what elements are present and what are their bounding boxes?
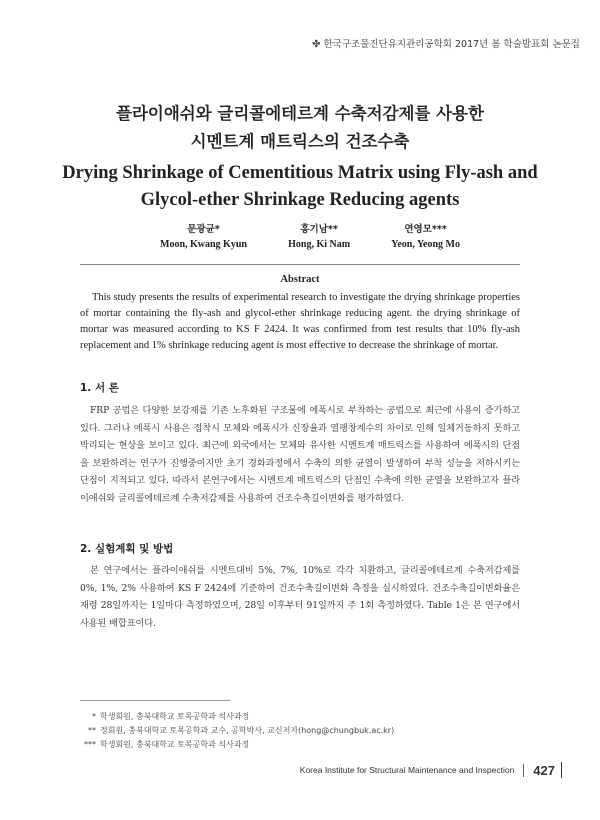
author-3 [391, 222, 460, 252]
section-1-text: FRP 공법은 다양한 보강재를 기존 노후화된 구조물에 에폭시로 부착하는 공법으로 최근에 사용이 증가하고 있다. 그러나 에폭시 사용은 접착시 모체와 에폭시가 신장율과 열팽창계수의 차이로 인해 일체거동하지 못하고 박리되는 현상을 보이고 있다. 최근에 외국에서는 모체와 유사한 시멘트계 매트릭스를 사용하여 에폭시의 단점을 보완하려는 연구가 진행중이지만 초기 경화과정에서 수축의 의한 균열이 발생하여 부착 성능을 저하시키는 단점이 지적되고 있다. 따라서 본연구에서는 시멘트계 매트릭스의 단점인 수축에 의한 균열을 보완하고자 플라이애쉬와 글리콜에테르계 수축저감제를 사용하여 건조수축길이변화를 평가하였다. [80, 405, 520, 504]
korean-title-line-2: 시멘트계 매트릭스의 건조수축 [190, 132, 410, 151]
author-name-ko: 문광균* [187, 224, 220, 235]
author-name-en: Hong, Ki Nam [288, 239, 351, 250]
author-name-en: Moon, Kwang Kyun [160, 239, 247, 250]
english-title [40, 160, 560, 214]
author-1 [160, 222, 247, 252]
footnote-text: 학생회원, 충북대학교 토목공학과 석사과정 [100, 712, 250, 721]
english-title-line-2: Glycol-ether Shrinkage Reducing agents [140, 190, 460, 210]
korean-title-line-1: 플라이애쉬와 글리콜에테르계 수축저감제를 사용한 [116, 104, 484, 123]
page-footer [300, 762, 562, 778]
footnote-mark: ** [88, 726, 96, 735]
abstract-text: This study presents the results of experimental research to investigate the drying shrinkage properties of mortar containing the fly-ash and glycol-ether shrinkage reducing agent. the drying shrinkage of mortar was measured according to KS F 2424. It was confirmed from test results that 10% fly-ash replacement and 1% shrinkage reducing agent is most effective to decrease the shrinkage of mortar. [80, 292, 520, 351]
journal-header-text: 한국구조물진단유지관리공학회 2017년 봄 학술발표회 논문집 [323, 39, 580, 50]
author-name-ko: 연영모*** [404, 224, 447, 235]
journal-header [280, 36, 580, 50]
footer-separator [523, 764, 524, 777]
footnote [80, 738, 520, 752]
footnote-mark: *** [84, 740, 96, 749]
section-2-text: 본 연구에서는 플라이애쉬를 시멘트대비 5%, 7%, 10%로 각각 치환하고, 글리콜에테르계 수축저감제를 0%, 1%, 2% 사용하여 KS F 2424에 기준하여 건조수축길이변화 측정을 실시하였다. 건조수축길이변화율은 재령 28일까지는 1일마다 측정하였으며, 28일 이후부터 91일까지 주 1회 측정하였다. Table 1은 본 연구에서 사용된 배합표이다. [80, 565, 520, 629]
author-list [160, 222, 460, 252]
footnote-text: 정회원, 충북대학교 토목공학과 교수, 공학박사, 교신저자(hong@chungbuk.ac.kr) [100, 726, 395, 735]
abstract-divider [80, 264, 520, 265]
page-number: 427 [533, 762, 555, 778]
footnote [80, 724, 520, 738]
korean-title [40, 100, 560, 156]
page-number-bar [561, 762, 562, 778]
author-2 [288, 222, 350, 252]
author-name-en: Yeon, Yeong Mo [391, 239, 460, 250]
author-name-ko: 홍기남** [300, 224, 338, 235]
footnote-mark: * [92, 712, 96, 721]
footnote-divider [80, 700, 230, 701]
abstract-title: Abstract [280, 274, 320, 285]
english-title-line-1: Drying Shrinkage of Cementitious Matrix using Fly-ash and [62, 163, 538, 183]
footnote [80, 710, 520, 724]
footnotes [80, 710, 520, 752]
section-1-title: 1. 서 론 [80, 382, 119, 394]
footnote-text: 학생회원, 충북대학교 토목공학과 석사과정 [100, 740, 250, 749]
institute-name: Korea Institute for Structural Maintenance and Inspection [299, 765, 515, 775]
ornament-icon: ✤ [312, 39, 321, 50]
section-2-title: 2. 실험계획 및 방법 [80, 543, 174, 555]
